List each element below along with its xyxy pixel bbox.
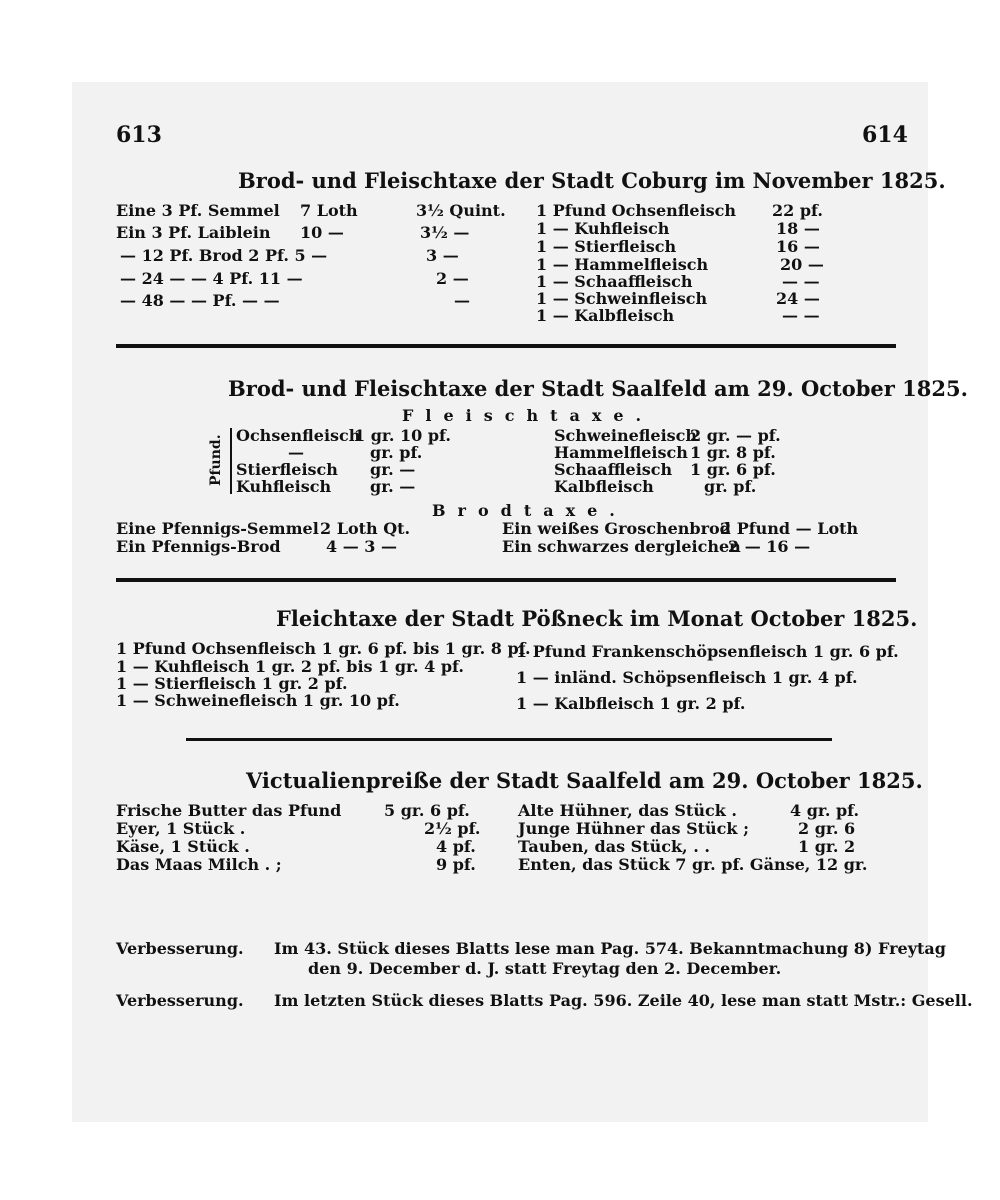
coburg-meat-price: 18 — bbox=[776, 219, 820, 238]
coburg-meat-price: 22 pf. bbox=[772, 201, 823, 220]
victualien-label: Das Maas Milch . ; bbox=[116, 855, 282, 874]
section-rule bbox=[116, 344, 896, 348]
coburg-meat-price: 24 — bbox=[776, 289, 820, 308]
saalfeld-brod-label: Eine Pfennigs-Semmel bbox=[116, 519, 319, 538]
section-rule bbox=[116, 578, 896, 582]
saalfeld-brod-label: Ein weißes Groschenbrod bbox=[502, 519, 731, 538]
coburg-title: Brod- und Fleischtaxe der Stadt Coburg im November 1825. bbox=[238, 168, 946, 193]
page-number-left: 613 bbox=[116, 122, 162, 148]
saalfeld-brod-value: 4 — 3 — bbox=[326, 537, 397, 556]
victualien-value: 5 gr. 6 pf. bbox=[384, 801, 470, 820]
coburg-meat-label: 1 — Schweinfleisch bbox=[536, 289, 708, 308]
coburg-meat-price: 16 — bbox=[776, 237, 820, 256]
coburg-meat-label: 1 Pfund Ochsenfleisch bbox=[536, 201, 737, 220]
victualien-value: 4 pf. bbox=[436, 837, 476, 856]
saalfeld-meat-price: 2 gr. — pf. bbox=[690, 426, 781, 445]
correction-label: Verbesserung. bbox=[116, 939, 244, 958]
coburg-meat-label: 1 — Hammelfleisch bbox=[536, 255, 709, 274]
victualien-label: Eyer, 1 Stück . bbox=[116, 819, 246, 838]
coburg-meat-label: 1 — Kalbfleisch bbox=[536, 306, 675, 325]
coburg-meat-label: 1 — Kuhfleisch bbox=[536, 219, 670, 238]
coburg-row-weight: 7 Loth bbox=[300, 201, 358, 220]
brodtaxe-heading: Brodtaxe. bbox=[432, 501, 627, 520]
victualien-value: 1 gr. 2 bbox=[798, 837, 856, 856]
poessneck-row: 1 — Schweinefleisch 1 gr. 10 pf. bbox=[116, 691, 400, 710]
poessneck-row: 1 Pfund Frankenschöpsenfleisch 1 gr. 6 pf. bbox=[516, 642, 899, 661]
coburg-row-item: — 12 Pf. Brod 2 Pf. 5 — bbox=[120, 246, 328, 265]
coburg-meat-label: 1 — Schaaffleisch bbox=[536, 272, 693, 291]
coburg-row-item: Eine 3 Pf. Semmel bbox=[116, 201, 280, 220]
fleischtaxe-heading: Fleischtaxe. bbox=[402, 406, 654, 425]
correction-text: Im 43. Stück dieses Blatts lese man Pag. 574. Bekanntmachung 8) Freytag bbox=[274, 939, 946, 958]
coburg-row-item: — 48 — — Pf. — — bbox=[120, 291, 280, 310]
coburg-row-weight: 10 — bbox=[300, 223, 344, 242]
saalfeld-meat-price: gr. pf. bbox=[704, 477, 757, 496]
victualien-label: Käse, 1 Stück . bbox=[116, 837, 250, 856]
poessneck-row: 1 — Stierfleisch 1 gr. 2 pf. bbox=[116, 674, 348, 693]
coburg-row-item: Ein 3 Pf. Laiblein bbox=[116, 223, 271, 242]
coburg-row-quint: 3½ — bbox=[420, 223, 470, 242]
coburg-row-quint: 3 — bbox=[426, 246, 459, 265]
poessneck-row: 1 — inländ. Schöpsenfleisch 1 gr. 4 pf. bbox=[516, 668, 858, 687]
coburg-row-quint: — bbox=[454, 291, 470, 310]
saalfeld-meat-label: Hammelfleisch bbox=[554, 443, 688, 462]
coburg-row-quint: 2 — bbox=[436, 269, 469, 288]
victualien-label: Frische Butter das Pfund bbox=[116, 801, 342, 820]
saalfeld-brod-value: 2 Loth Qt. bbox=[320, 519, 411, 538]
saalfeld-meat-label: Stierfleisch bbox=[236, 460, 338, 479]
saalfeld-meat-label: Schweinefleisch bbox=[554, 426, 698, 445]
poessneck-title: Fleichtaxe der Stadt Pößneck im Monat October 1825. bbox=[276, 606, 918, 631]
saalfeld-title: Brod- und Fleischtaxe der Stadt Saalfeld am 29. October 1825. bbox=[228, 376, 968, 401]
poessneck-row: 1 — Kuhfleisch 1 gr. 2 pf. bis 1 gr. 4 pf. bbox=[116, 657, 464, 676]
coburg-row-quint: 3½ Quint. bbox=[416, 201, 506, 220]
correction-text: Im letzten Stück dieses Blatts Pag. 596. Zeile 40, lese man statt Mstr.: Gesell. bbox=[274, 991, 973, 1010]
coburg-meat-label: 1 — Stierfleisch bbox=[536, 237, 677, 256]
saalfeld-brod-value: 2 Pfund — Loth bbox=[720, 519, 859, 538]
coburg-meat-price: 20 — bbox=[780, 255, 824, 274]
coburg-meat-price: — — bbox=[782, 306, 820, 325]
saalfeld-meat-price: gr. — bbox=[370, 460, 416, 479]
coburg-meat-price: — — bbox=[782, 272, 820, 291]
victualien-value: 2 gr. 6 bbox=[798, 819, 856, 838]
saalfeld-meat-label: Kuhfleisch bbox=[236, 477, 332, 496]
saalfeld-meat-price: 1 gr. 6 pf. bbox=[690, 460, 776, 479]
section-rule bbox=[186, 738, 832, 741]
saalfeld-meat-label: Ochsenfleisch bbox=[236, 426, 361, 445]
victualien-value: 9 pf. bbox=[436, 855, 476, 874]
page-number-right: 614 bbox=[862, 122, 908, 148]
saalfeld-meat-price: 1 gr. 10 pf. bbox=[354, 426, 451, 445]
saalfeld-meat-label: Kalbfleisch bbox=[554, 477, 654, 496]
poessneck-row: 1 — Kalbfleisch 1 gr. 2 pf. bbox=[516, 694, 746, 713]
saalfeld-meat-price: gr. pf. bbox=[370, 443, 423, 462]
saalfeld-meat-price: 1 gr. 8 pf. bbox=[690, 443, 776, 462]
pfund-brace bbox=[230, 428, 232, 494]
pfund-vertical-label: Pfund. bbox=[208, 434, 224, 486]
victualien-label: Enten, das Stück 7 gr. pf. Gänse, 12 gr. bbox=[518, 855, 868, 874]
victualien-title: Victualienpreiße der Stadt Saalfeld am 29. October 1825. bbox=[246, 768, 923, 793]
victualien-value: 4 gr. pf. bbox=[790, 801, 860, 820]
victualien-label: Junge Hühner das Stück ; bbox=[518, 819, 749, 838]
victualien-label: Alte Hühner, das Stück . bbox=[518, 801, 737, 820]
poessneck-row: 1 Pfund Ochsenfleisch 1 gr. 6 pf. bis 1 gr. 8 pf. bbox=[116, 639, 531, 658]
saalfeld-brod-value: 2 — 16 — bbox=[728, 537, 811, 556]
saalfeld-brod-label: Ein schwarzes dergleichen bbox=[502, 537, 741, 556]
saalfeld-meat-price: gr. — bbox=[370, 477, 416, 496]
saalfeld-meat-label: Schaaffleisch bbox=[554, 460, 673, 479]
saalfeld-brod-label: Ein Pfennigs-Brod bbox=[116, 537, 281, 556]
coburg-row-item: — 24 — — 4 Pf. 11 — bbox=[120, 269, 303, 288]
victualien-value: 2½ pf. bbox=[424, 819, 481, 838]
saalfeld-meat-label: — bbox=[288, 443, 304, 462]
correction-label: Verbesserung. bbox=[116, 991, 244, 1010]
correction-text-continued: den 9. December d. J. statt Freytag den 2. December. bbox=[308, 959, 782, 978]
victualien-label: Tauben, das Stück, . . bbox=[518, 837, 710, 856]
